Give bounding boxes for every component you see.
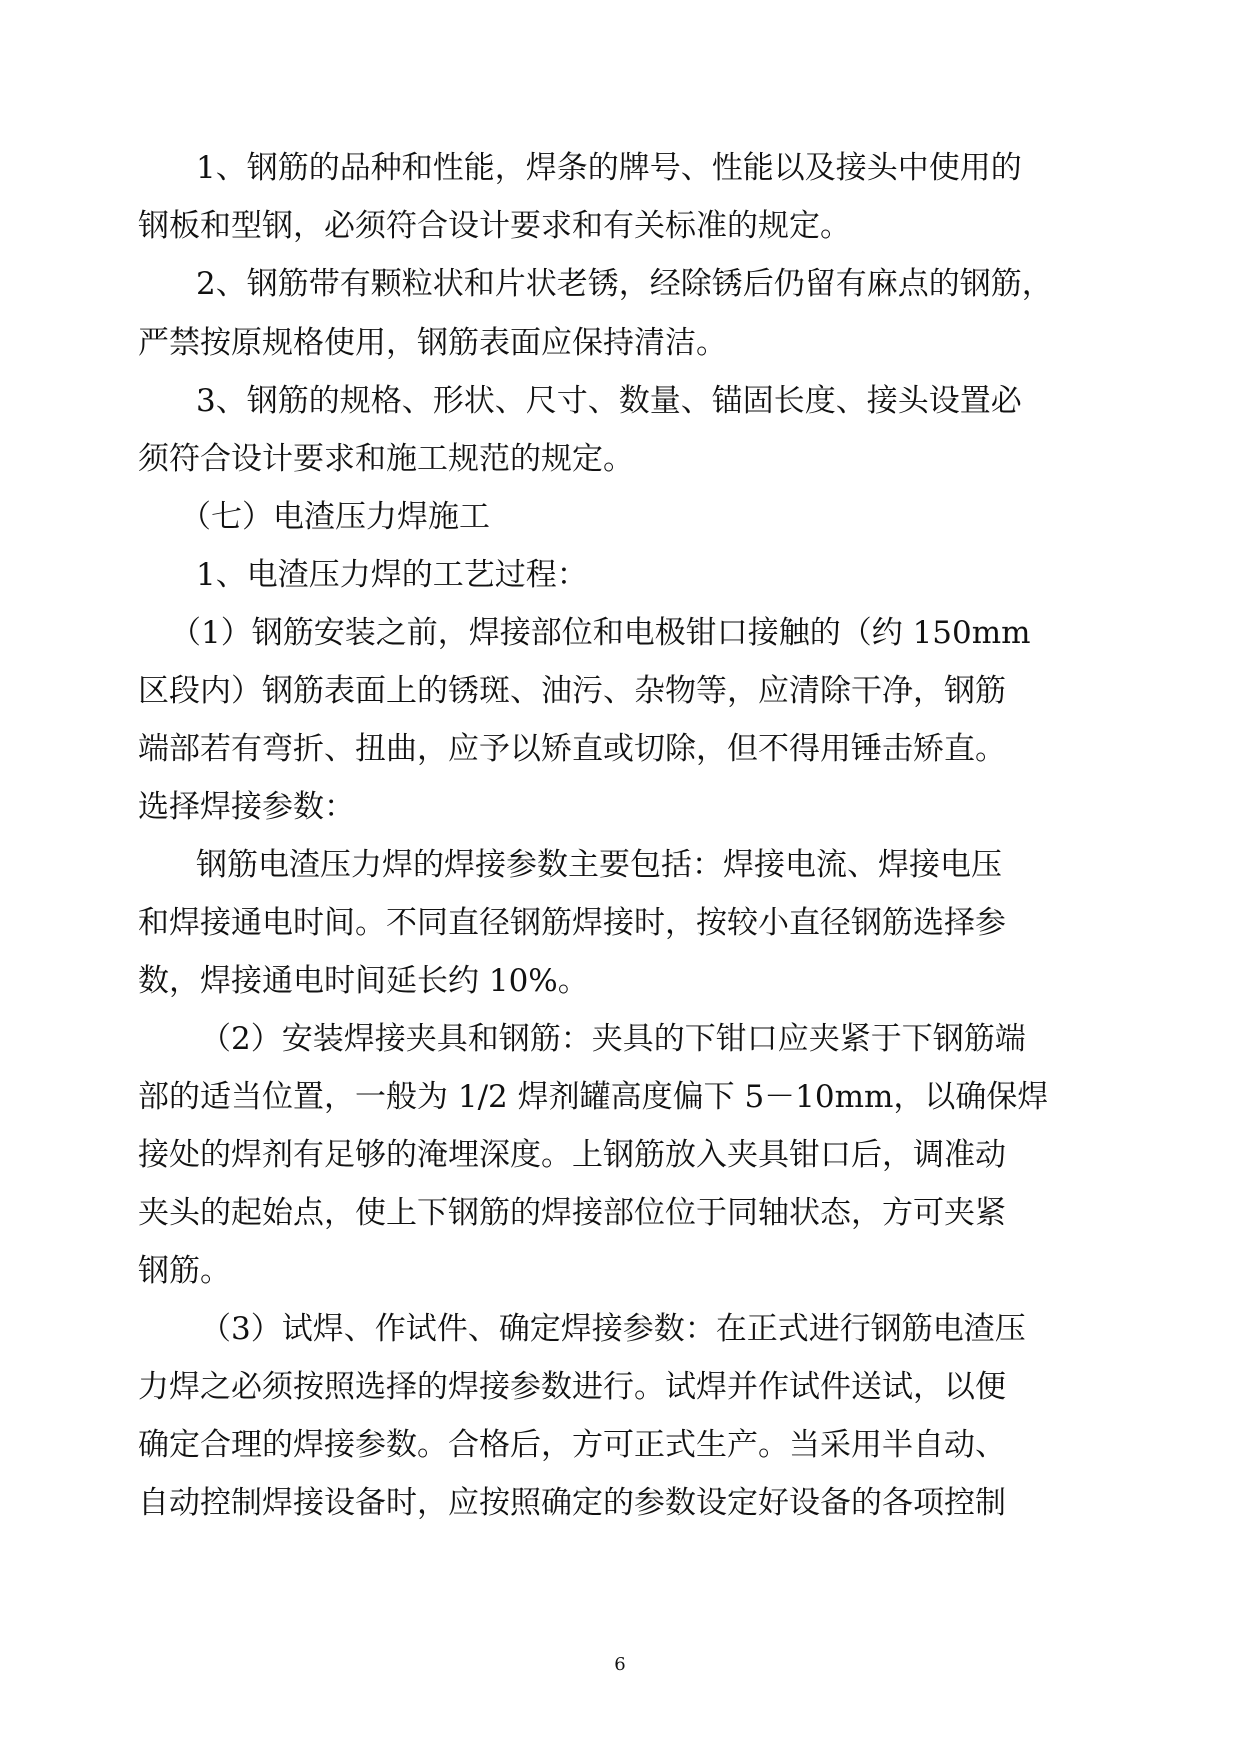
paragraph-line: 区段内）钢筋表面上的锈斑、油污、杂物等，应清除干净，钢筋	[138, 673, 1006, 709]
text-line	[0, 253, 1241, 315]
text-line	[0, 1066, 1241, 1128]
paragraph-line: （1）钢筋安装之前，焊接部位和电极钳口接触的（约 150mm	[170, 615, 1031, 651]
text-line	[0, 660, 1241, 722]
text-line	[0, 1298, 1241, 1360]
paragraph-line: 钢板和型钢，必须符合设计要求和有关标准的规定。	[138, 208, 851, 244]
text-line	[0, 312, 1241, 374]
paragraph-line: 1、钢筋的品种和性能，焊条的牌号、性能以及接头中使用的	[196, 150, 1022, 186]
paragraph-line: （2）安装焊接夹具和钢筋：夹具的下钳口应夹紧于下钢筋端	[200, 1021, 1026, 1057]
paragraph-line: 1、电渣压力焊的工艺过程：	[196, 557, 588, 593]
text-line	[0, 834, 1241, 896]
paragraph-line: 钢筋电渣压力焊的焊接参数主要包括：焊接电流、焊接电压	[196, 847, 1002, 883]
text-line	[0, 1240, 1241, 1302]
paragraph-line: 夹头的起始点，使上下钢筋的焊接部位位于同轴状态，方可夹紧	[138, 1195, 1006, 1231]
paragraph-line: 须符合设计要求和施工规范的规定。	[138, 441, 634, 477]
paragraph-line: 端部若有弯折、扭曲，应予以矫直或切除，但不得用锤击矫直。	[138, 731, 1006, 767]
text-line	[0, 950, 1241, 1012]
page-number: 6	[614, 1654, 626, 1675]
paragraph-line: （3）试焊、作试件、确定焊接参数：在正式进行钢筋电渣压	[200, 1311, 1026, 1347]
paragraph-line: 钢筋。	[138, 1253, 231, 1289]
text-line	[0, 892, 1241, 954]
paragraph-line: 部的适当位置，一般为 1/2 焊剂罐高度偏下 5－10mm，以确保焊	[138, 1079, 1049, 1115]
text-line	[0, 776, 1241, 838]
paragraph-line: 2、钢筋带有颗粒状和片状老锈，经除锈后仍留有麻点的钢筋，	[196, 266, 1053, 302]
text-line	[0, 1124, 1241, 1186]
paragraph-line: 3、钢筋的规格、形状、尺寸、数量、锚固长度、接头设置必	[196, 383, 1022, 419]
text-line	[0, 1472, 1241, 1534]
text-line	[0, 1182, 1241, 1244]
paragraph-line: 确定合理的焊接参数。合格后，方可正式生产。当采用半自动、	[138, 1427, 1006, 1463]
paragraph-line: 严禁按原规格使用，钢筋表面应保持清洁。	[138, 325, 727, 361]
text-line	[0, 602, 1241, 664]
paragraph-line: 数，焊接通电时间延长约 10%。	[138, 963, 589, 999]
paragraph-line: 选择焊接参数：	[138, 789, 355, 825]
text-line	[0, 718, 1241, 780]
text-line	[0, 1008, 1241, 1070]
paragraph-line: 和焊接通电时间。不同直径钢筋焊接时，按较小直径钢筋选择参	[138, 905, 1006, 941]
paragraph-line: 接处的焊剂有足够的淹埋深度。上钢筋放入夹具钳口后，调准动	[138, 1137, 1006, 1173]
paragraph-line: 自动控制焊接设备时，应按照确定的参数设定好设备的各项控制	[138, 1485, 1006, 1521]
text-line	[0, 544, 1241, 606]
text-line	[0, 1356, 1241, 1418]
section-heading: （七）电渣压力焊施工	[180, 499, 490, 535]
text-line	[0, 428, 1241, 490]
paragraph-line: 力焊之必须按照选择的焊接参数进行。试焊并作试件送试，以便	[138, 1369, 1006, 1405]
text-line	[0, 370, 1241, 432]
text-line	[0, 195, 1241, 257]
text-line	[0, 137, 1241, 199]
text-line	[0, 486, 1241, 548]
text-line	[0, 1414, 1241, 1476]
